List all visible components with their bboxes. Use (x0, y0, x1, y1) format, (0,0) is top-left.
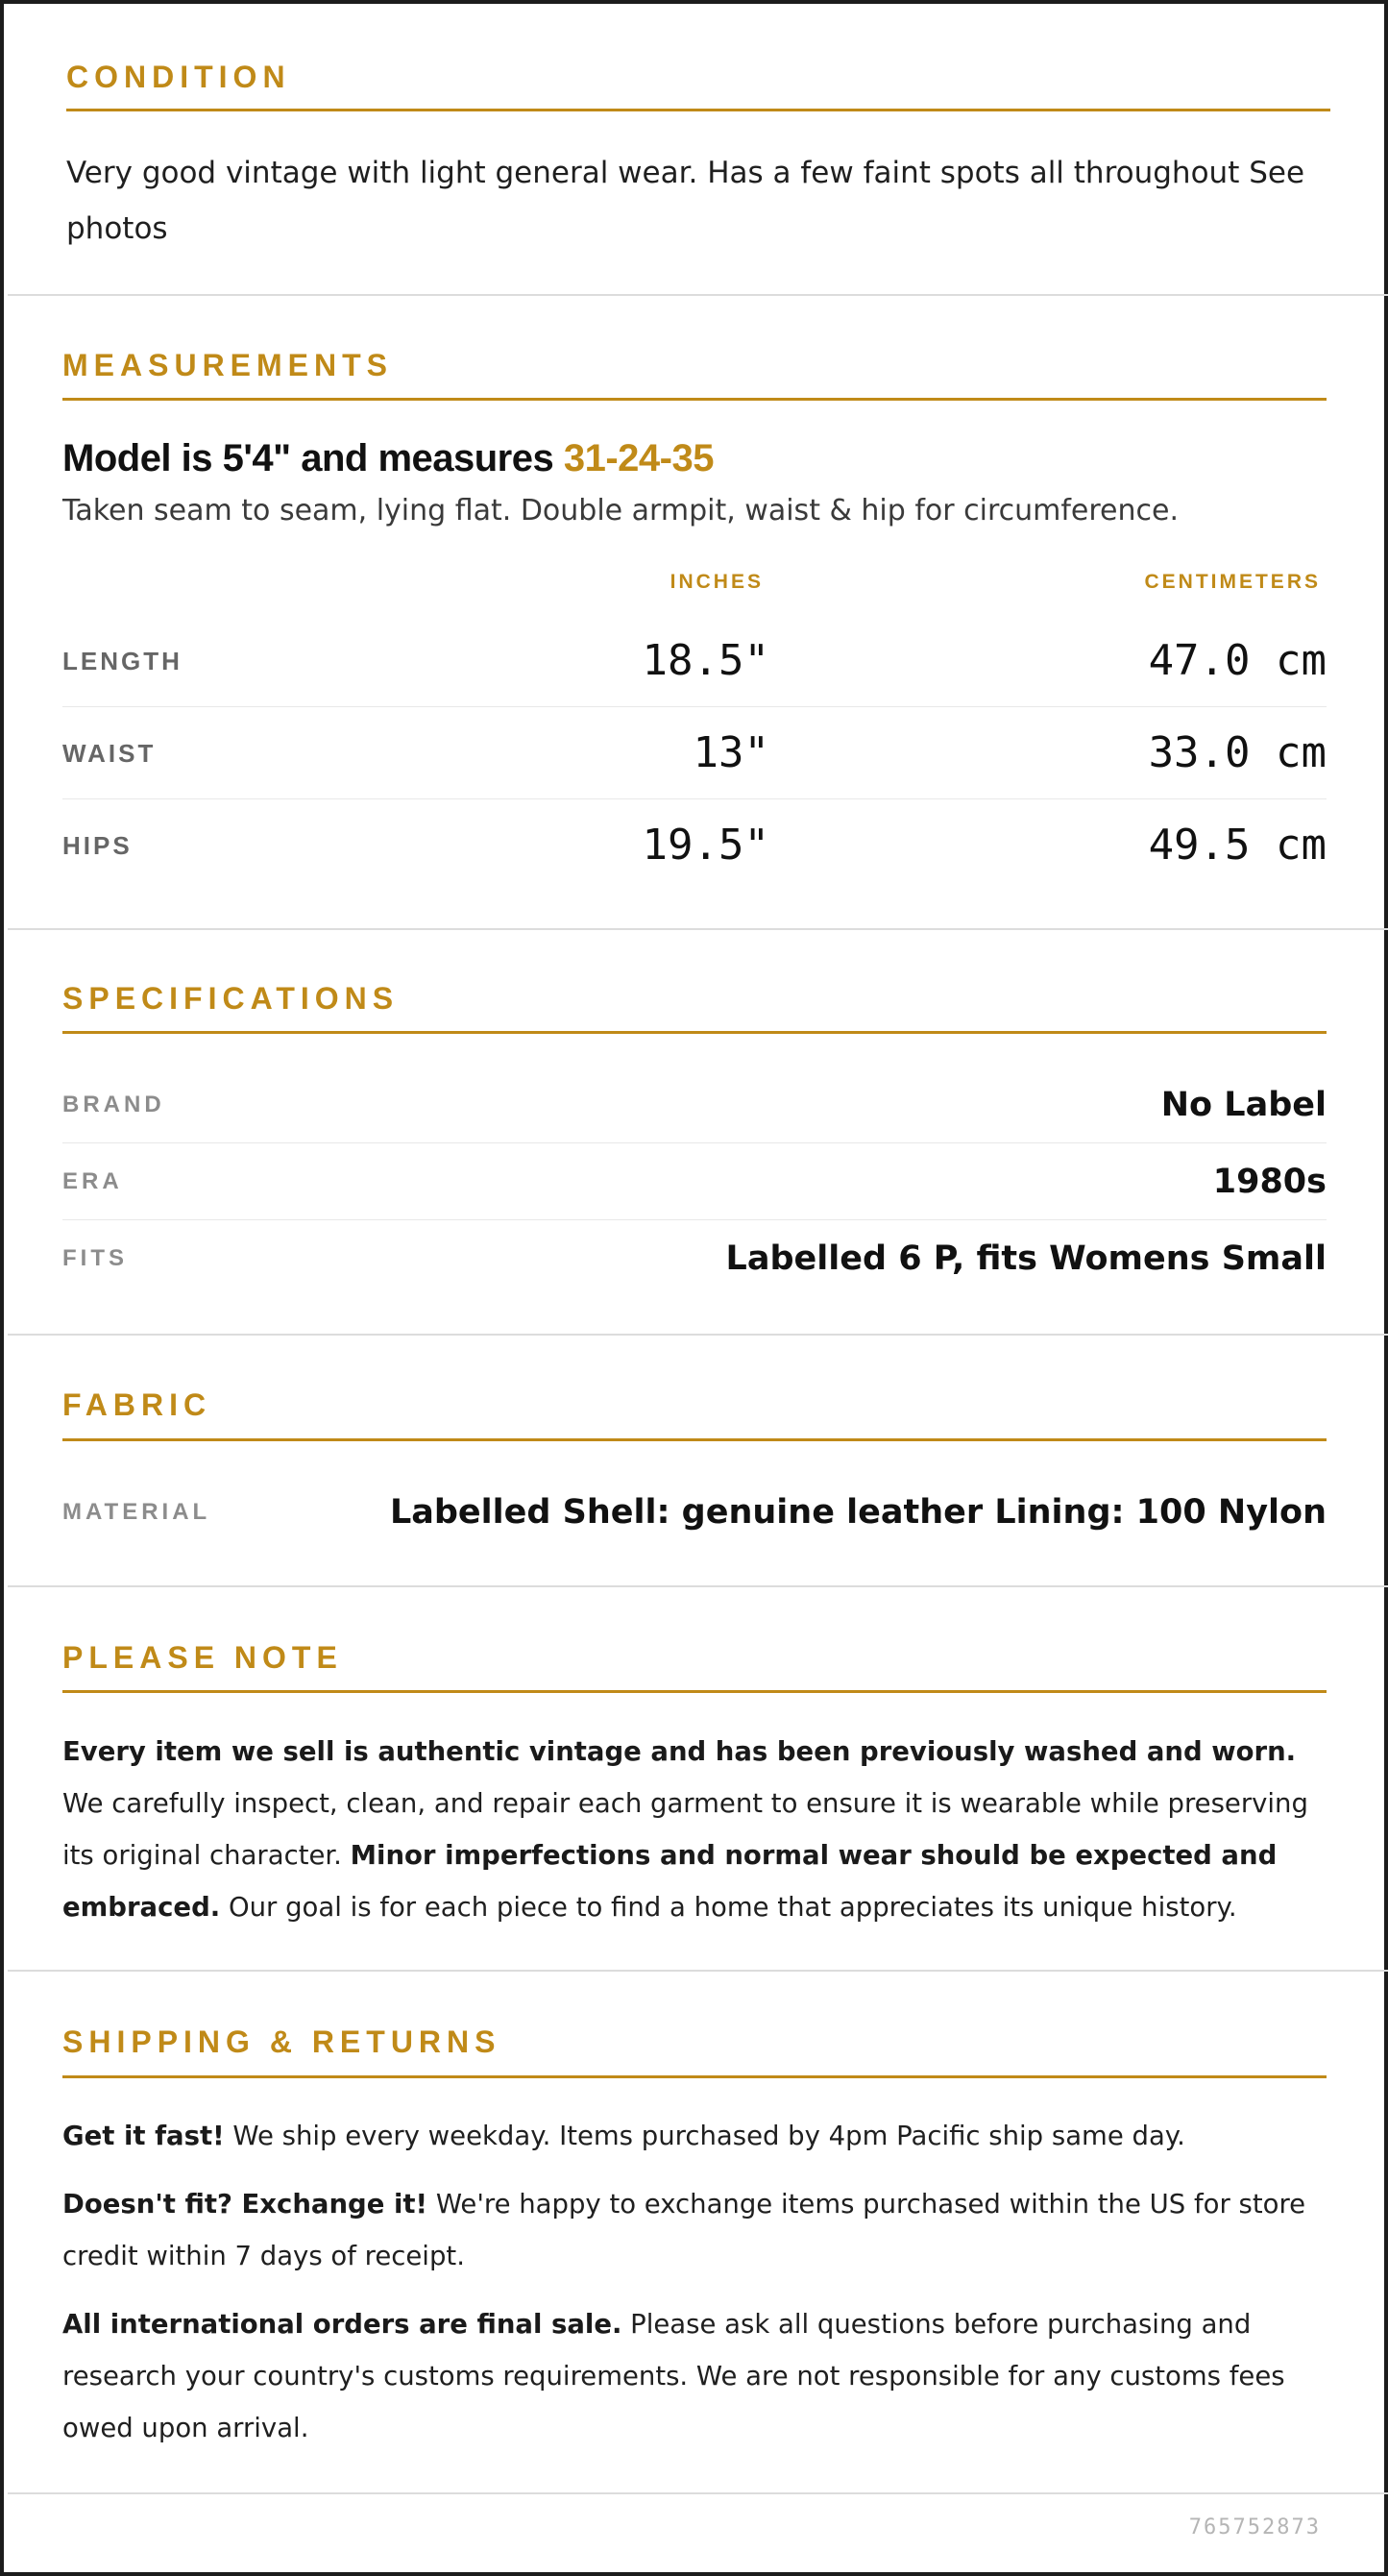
measurement-inches: 18.5" (642, 636, 769, 685)
measurements-rule (62, 398, 1327, 401)
shipping-paragraph-3 (62, 2298, 1330, 2454)
measurement-row-waist (62, 707, 1327, 799)
inches-column-header: INCHES (670, 571, 764, 593)
measurements-divider (8, 928, 1388, 930)
measurement-label: WAIST (62, 739, 157, 768)
fabric-label: MATERIAL (62, 1499, 211, 1525)
measurement-row-length (62, 615, 1327, 707)
measurement-label: HIPS (62, 831, 133, 860)
spec-row-fits (62, 1220, 1327, 1297)
condition-rule (66, 109, 1330, 111)
please-note-text-1: We carefully inspect, clean, and repair each garment to ensure it is wearable while preserving its original character. (62, 1788, 1308, 1871)
fabric-heading: FABRIC (62, 1387, 212, 1422)
spec-row-era (62, 1143, 1327, 1220)
specifications-divider (8, 1334, 1388, 1336)
please-note-heading: PLEASE NOTE (62, 1640, 343, 1675)
shipping-heading: SHIPPING & RETURNS (62, 2024, 501, 2059)
specifications-rule (62, 1031, 1327, 1034)
shipping-paragraph-1 (62, 2110, 1330, 2162)
measurement-cm: 49.5 cm (1148, 821, 1327, 870)
fabric-divider (8, 1585, 1388, 1587)
model-measures-line (62, 434, 714, 482)
product-id: 765752873 (1188, 2515, 1321, 2539)
fabric-rule (62, 1438, 1327, 1441)
spec-value: Labelled 6 P, fits Womens Small (725, 1239, 1327, 1278)
measurement-label: LENGTH (62, 647, 183, 675)
measurement-row-hips (62, 799, 1327, 892)
please-note-text-2: Our goal is for each piece to find a home that appreciates its unique history. (220, 1892, 1237, 1923)
specifications-heading: SPECIFICATIONS (62, 981, 400, 1016)
centimeters-column-header: CENTIMETERS (1144, 571, 1321, 593)
spec-value: No Label (1160, 1086, 1327, 1124)
measurements-heading: MEASUREMENTS (62, 348, 394, 382)
model-measures-value: 31-24-35 (563, 437, 714, 479)
fabric-value: Labelled Shell: genuine leather Lining: 100 Nylon (389, 1493, 1327, 1532)
shipping-paragraph-2 (62, 2178, 1330, 2282)
model-prefix: Model is 5'4" and measures (62, 437, 564, 479)
shipping-rule (62, 2075, 1327, 2078)
condition-section (8, 4, 1388, 296)
condition-heading: CONDITION (66, 60, 291, 94)
spec-label: FITS (62, 1245, 128, 1271)
please-note-bold-1: Every item we sell is authentic vintage and has been previously washed and worn. (62, 1736, 1297, 1767)
measurement-inches: 13" (693, 728, 769, 777)
measurement-note: Taken seam to seam, lying flat. Double armpit, waist & hip for circumference. (62, 494, 1180, 527)
spec-value: 1980s (1212, 1163, 1327, 1201)
spec-label: ERA (62, 1168, 123, 1194)
measurement-cm: 47.0 cm (1148, 636, 1327, 685)
please-note-bold-2: Minor imperfections and normal wear should be expected and embraced. (62, 1840, 1278, 1923)
please-note-text (62, 1726, 1330, 1933)
please-note-divider (8, 1970, 1388, 1972)
measurement-cm: 33.0 cm (1148, 728, 1327, 777)
shipping-p3-bold: All international orders are final sale. (62, 2309, 622, 2340)
spec-row-brand (62, 1067, 1327, 1143)
please-note-rule (62, 1690, 1327, 1693)
shipping-p2-text: We're happy to exchange items purchased within the US for store credit within 7 days of receipt. (62, 2189, 1306, 2271)
condition-text: Very good vintage with light general wear. Has a few faint spots all throughout See photos (66, 156, 1305, 246)
shipping-p1-text: We ship every weekday. Items purchased by 4pm Pacific ship same day. (224, 2121, 1185, 2151)
spec-label: BRAND (62, 1092, 165, 1117)
shipping-p2-bold: Doesn't fit? Exchange it! (62, 2189, 428, 2220)
shipping-p3-text: Please ask all questions before purchasing and research your country's customs requirements. We are not responsible for any customs fees owed upon arrival. (62, 2309, 1285, 2443)
shipping-divider (8, 2492, 1388, 2494)
shipping-p1-bold: Get it fast! (62, 2121, 225, 2151)
measurement-inches: 19.5" (642, 821, 769, 870)
fabric-row-material (62, 1474, 1327, 1551)
